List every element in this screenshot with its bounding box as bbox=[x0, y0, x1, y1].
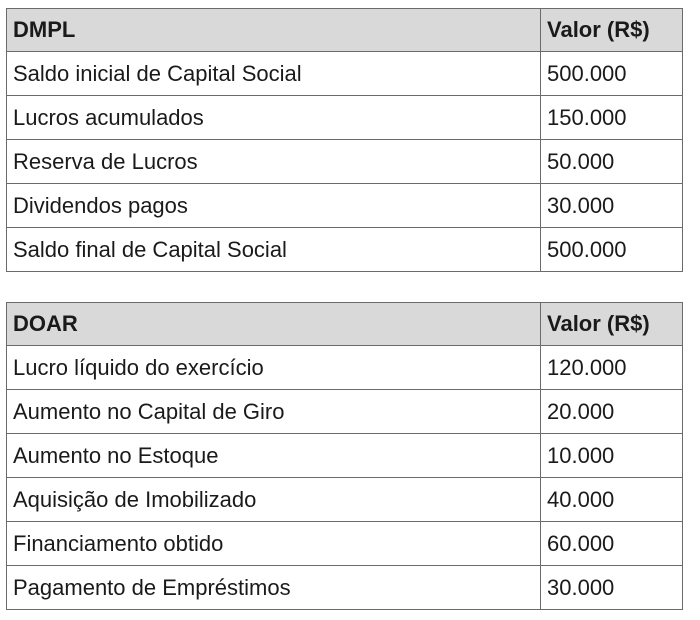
doar-header-label: DOAR bbox=[7, 303, 541, 346]
row-label: Financiamento obtido bbox=[7, 522, 541, 566]
row-value: 30.000 bbox=[541, 566, 683, 610]
row-value: 60.000 bbox=[541, 522, 683, 566]
table-row bbox=[7, 228, 683, 272]
row-label: Aquisição de Imobilizado bbox=[7, 478, 541, 522]
row-value: 10.000 bbox=[541, 434, 683, 478]
table-row bbox=[7, 434, 683, 478]
table-header-row bbox=[7, 303, 683, 346]
row-label: Saldo final de Capital Social bbox=[7, 228, 541, 272]
row-value: 500.000 bbox=[541, 52, 683, 96]
table-row bbox=[7, 390, 683, 434]
table-row bbox=[7, 140, 683, 184]
row-value: 20.000 bbox=[541, 390, 683, 434]
table-row bbox=[7, 522, 683, 566]
doar-header-value: Valor (R$) bbox=[541, 303, 683, 346]
table-header-row bbox=[7, 9, 683, 52]
table-row bbox=[7, 184, 683, 228]
table-row bbox=[7, 478, 683, 522]
row-value: 120.000 bbox=[541, 346, 683, 390]
row-value: 500.000 bbox=[541, 228, 683, 272]
row-value: 40.000 bbox=[541, 478, 683, 522]
row-value: 50.000 bbox=[541, 140, 683, 184]
doar-table bbox=[6, 302, 683, 610]
row-label: Saldo inicial de Capital Social bbox=[7, 52, 541, 96]
row-label: Aumento no Capital de Giro bbox=[7, 390, 541, 434]
table-row bbox=[7, 52, 683, 96]
table-row bbox=[7, 346, 683, 390]
row-label: Pagamento de Empréstimos bbox=[7, 566, 541, 610]
row-label: Lucro líquido do exercício bbox=[7, 346, 541, 390]
row-label: Reserva de Lucros bbox=[7, 140, 541, 184]
dmpl-header-value: Valor (R$) bbox=[541, 9, 683, 52]
row-label: Dividendos pagos bbox=[7, 184, 541, 228]
row-label: Lucros acumulados bbox=[7, 96, 541, 140]
row-value: 30.000 bbox=[541, 184, 683, 228]
table-row bbox=[7, 96, 683, 140]
row-label: Aumento no Estoque bbox=[7, 434, 541, 478]
dmpl-header-label: DMPL bbox=[7, 9, 541, 52]
dmpl-table bbox=[6, 8, 683, 272]
row-value: 150.000 bbox=[541, 96, 683, 140]
table-row bbox=[7, 566, 683, 610]
